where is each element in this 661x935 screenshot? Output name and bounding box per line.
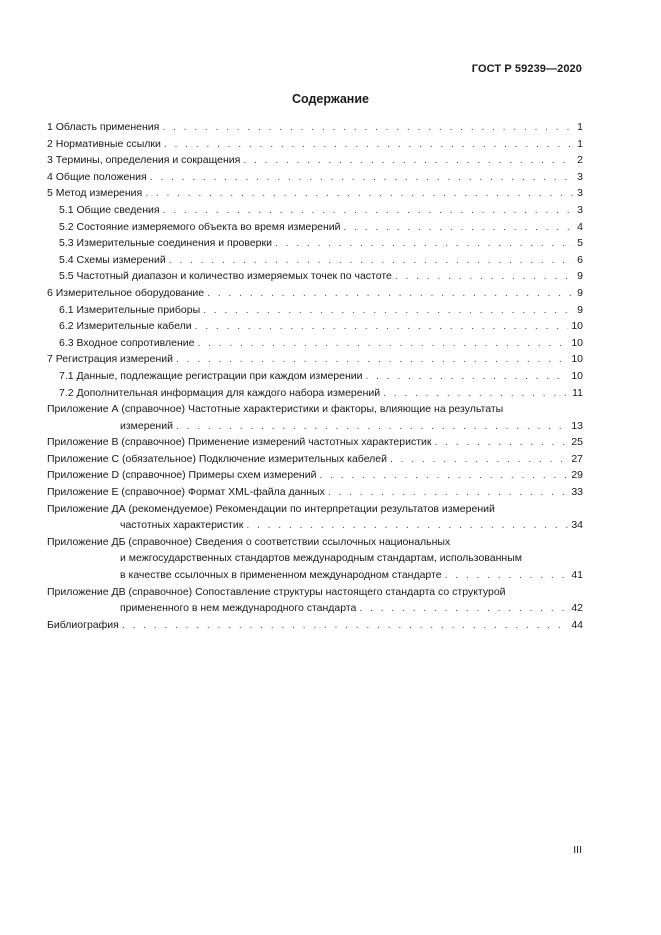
toc-leader-dots <box>435 434 569 451</box>
toc-entry-title: 6.3 Входное сопротивление <box>59 336 195 349</box>
toc-entry-line <box>47 152 583 169</box>
toc-entry[interactable] <box>47 617 583 634</box>
toc-entry-title: Приложение ДБ (справочное) Сведения о соответствии ссылочных национальных <box>47 535 451 548</box>
toc-leader-dots <box>198 335 569 352</box>
toc-entry[interactable] <box>47 152 583 169</box>
toc-entry[interactable] <box>47 501 583 534</box>
toc-leader-dots <box>195 318 569 335</box>
toc-entry[interactable] <box>47 467 583 484</box>
toc-page-number: 1 <box>577 137 583 150</box>
toc-leader-dots <box>150 169 574 186</box>
toc-entry[interactable] <box>47 401 583 434</box>
toc-page-number: 42 <box>571 602 583 615</box>
toc-leader-dots <box>390 451 568 468</box>
toc-leader-dots <box>366 368 569 385</box>
toc-leader-dots <box>275 235 574 252</box>
toc-entry-line <box>47 401 583 418</box>
toc-entry[interactable] <box>47 119 583 136</box>
toc-page-number: 41 <box>571 569 583 582</box>
toc-entry-line <box>47 285 583 302</box>
toc-page-number: 1 <box>577 121 583 133</box>
toc-entry-line <box>47 385 583 402</box>
toc-entry-title: частотных характеристик <box>120 519 244 532</box>
toc-entry[interactable] <box>47 484 583 501</box>
toc-entry-line <box>47 302 583 319</box>
toc-page-number: 27 <box>571 452 583 465</box>
toc-leader-dots <box>176 418 568 435</box>
toc-page-number: 6 <box>577 253 583 266</box>
toc-entry-continuation <box>47 418 583 435</box>
toc-leader-dots <box>319 467 568 484</box>
toc-leader-dots <box>163 202 575 219</box>
toc-leader-dots <box>328 484 568 501</box>
page-title: Содержание <box>291 92 369 106</box>
toc-entry[interactable] <box>47 584 583 617</box>
toc-entry-title: 5.5 Частотный диапазон и количество измеряемых точек по частоте <box>59 270 392 283</box>
toc-leader-dots <box>176 351 568 368</box>
toc-entry-title: 6 Измерительное оборудование <box>47 286 205 299</box>
toc-entry[interactable] <box>47 285 583 302</box>
toc-entry-line <box>47 119 583 136</box>
toc-entry-title: 3 Термины, определения и сокращения <box>47 154 241 167</box>
toc-leader-dots <box>122 617 568 634</box>
toc-page-number: 25 <box>571 436 583 449</box>
toc-entry[interactable] <box>47 434 583 451</box>
page-number: III <box>573 844 582 856</box>
toc-entry-title: измерений <box>120 419 173 432</box>
toc-entry-title: 5 Метод измерения <box>47 187 143 200</box>
toc-entry[interactable] <box>47 136 583 153</box>
toc-entry-line <box>47 467 583 484</box>
toc-leader-dots <box>445 567 569 584</box>
toc-entry[interactable] <box>47 385 583 402</box>
toc-entry[interactable] <box>47 219 583 236</box>
toc-entry[interactable] <box>47 169 583 186</box>
toc-entry-title: Приложение D (справочное) Примеры схем измерений <box>47 469 317 482</box>
toc-entry-title: 5.2 Состояние измеряемого объекта во время измерений <box>59 220 341 233</box>
toc-entry-line <box>47 202 583 219</box>
toc-entry-title: 6.1 Измерительные приборы <box>59 303 201 316</box>
toc-page-number: 10 <box>571 320 583 333</box>
toc-entry-continuation <box>47 567 583 584</box>
toc-entry[interactable] <box>47 368 583 385</box>
toc-leader-dots <box>164 136 574 153</box>
toc-entry-title: Приложение В (справочное) Применение измерений частотных характеристик <box>47 436 432 449</box>
toc-entry-title: и межгосударственных стандартов международным стандартам, использованным <box>120 552 522 565</box>
toc-entry-line <box>47 534 583 551</box>
toc-page-number: 5 <box>577 237 583 250</box>
toc-entry[interactable] <box>47 451 583 468</box>
toc-entry-title: 5.4 Схемы измерений <box>59 253 166 266</box>
toc-leader-dots <box>169 252 574 269</box>
toc-page-number: 10 <box>571 369 583 382</box>
toc-leader-dots <box>203 302 574 319</box>
toc-entry-title: 5.3 Измерительные соединения и проверки <box>59 237 272 250</box>
toc-entry[interactable] <box>47 185 583 202</box>
toc-entry-title: Приложение Е (справочное) Формат XML-файла данных <box>47 486 325 499</box>
toc-entry-continuation <box>47 517 583 534</box>
toc-entry-continuation <box>47 550 583 567</box>
table-of-contents <box>47 119 583 633</box>
toc-entry[interactable] <box>47 534 583 584</box>
toc-entry-line <box>47 335 583 352</box>
toc-page-number: 13 <box>571 419 583 432</box>
toc-entry-line <box>47 185 583 202</box>
toc-entry[interactable] <box>47 235 583 252</box>
toc-entry-title: Приложение А (справочное) Частотные характеристики и факторы, влияющие на результаты <box>47 403 504 416</box>
toc-leader-dots <box>243 152 574 169</box>
toc-page-number: 3 <box>577 187 583 200</box>
toc-page-number: 9 <box>577 286 583 299</box>
toc-page-number: 3 <box>577 170 583 183</box>
toc-leader-dots <box>145 185 574 202</box>
toc-leader-dots <box>359 600 568 617</box>
toc-entry-title: в качестве ссылочных в примененном международном стандарте <box>120 569 442 582</box>
toc-page-number: 44 <box>571 618 583 631</box>
toc-entry[interactable] <box>47 202 583 219</box>
toc-page-number: 33 <box>571 486 583 499</box>
toc-entry-title: 2 Нормативные ссылки <box>47 137 161 150</box>
toc-entry-title: Библиография <box>47 618 119 631</box>
toc-page-number: 2 <box>577 154 583 167</box>
toc-entry-line <box>47 501 583 518</box>
toc-entry-title: Приложение ДВ (справочное) Сопоставление структуры настоящего стандарта со структурой <box>47 585 506 598</box>
toc-entry[interactable] <box>47 351 583 368</box>
toc-page-number: 3 <box>577 203 583 216</box>
toc-entry-title: 4 Общие положения <box>47 170 147 183</box>
toc-page-number: 9 <box>577 270 583 283</box>
toc-entry-title: Приложение ДА (рекомендуемое) Рекомендации по интерпретации результатов измерений <box>47 502 495 515</box>
toc-entry-title: 7 Регистрация измерений <box>47 353 173 366</box>
toc-entry[interactable] <box>47 335 583 352</box>
toc-entry-title: 1 Область применения <box>47 121 160 133</box>
toc-entry-line <box>47 136 583 153</box>
toc-page-number: 10 <box>571 353 583 366</box>
toc-entry-line <box>47 235 583 252</box>
toc-entry[interactable] <box>47 252 583 269</box>
toc-entry-line <box>47 617 583 634</box>
toc-leader-dots <box>162 119 574 136</box>
toc-leader-dots <box>207 285 574 302</box>
toc-entry-title: 7.2 Дополнительная информация для каждого набора измерений <box>59 386 381 399</box>
toc-page-number: 34 <box>571 519 583 532</box>
toc-leader-dots <box>344 219 575 236</box>
toc-page-number: 29 <box>571 469 583 482</box>
toc-entry-line <box>47 219 583 236</box>
toc-leader-dots <box>383 385 569 402</box>
toc-entry-line <box>47 434 583 451</box>
toc-entry-line <box>47 351 583 368</box>
toc-entry-line <box>47 584 583 601</box>
toc-entry[interactable] <box>47 302 583 319</box>
toc-page-number: 11 <box>572 386 583 399</box>
toc-entry-line <box>47 451 583 468</box>
toc-entry-line <box>47 368 583 385</box>
document-id-header: ГОСТ Р 59239—2020 <box>471 63 582 75</box>
toc-entry-line <box>47 318 583 335</box>
toc-leader-dots <box>395 268 574 285</box>
toc-page-number: 9 <box>577 303 583 316</box>
toc-entry-line <box>47 169 583 186</box>
toc-entry-title: 5.1 Общие сведения <box>59 203 160 216</box>
toc-entry-title: 6.2 Измерительные кабели <box>59 320 192 333</box>
toc-entry[interactable] <box>47 268 583 285</box>
toc-entry-title: 7.1 Данные, подлежащие регистрации при каждом измерении <box>59 369 363 382</box>
toc-leader-dots <box>246 517 568 534</box>
toc-entry-title: примененного в нем международного стандарта <box>120 602 357 615</box>
toc-entry-line <box>47 252 583 269</box>
toc-entry[interactable] <box>47 318 583 335</box>
toc-entry-continuation <box>47 600 583 617</box>
toc-entry-title: Приложение С (обязательное) Подключение измерительных кабелей <box>47 452 388 465</box>
toc-entry-line <box>47 268 583 285</box>
toc-page-number: 4 <box>577 220 583 233</box>
toc-entry-line <box>47 484 583 501</box>
toc-page-number: 10 <box>571 336 583 349</box>
